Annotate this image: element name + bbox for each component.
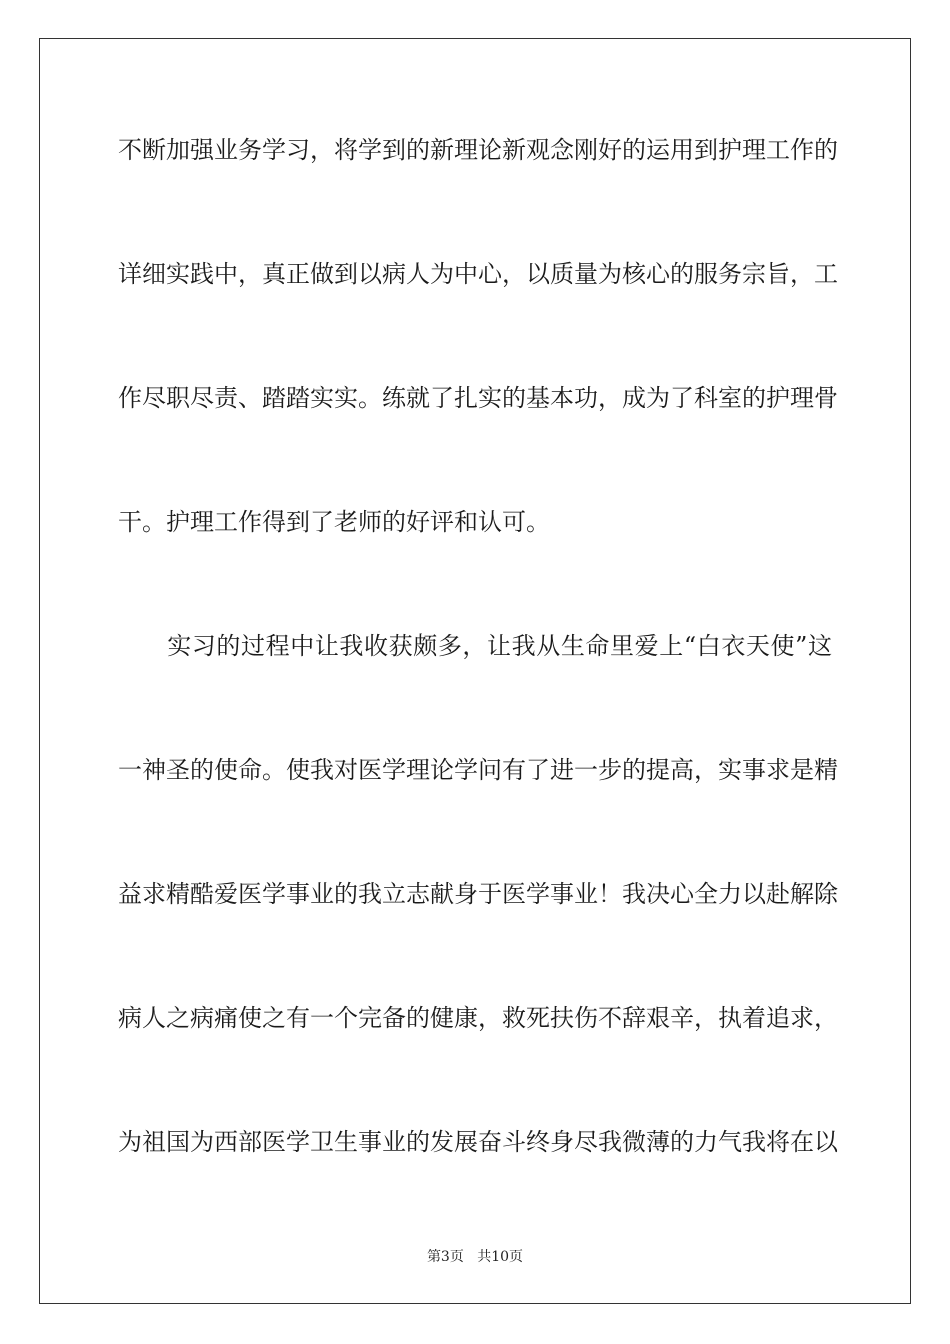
page-total: 共10页 xyxy=(477,1249,524,1265)
body-line-2: 详细实践中，真正做到以病人为中心，以质量为核心的服务宗旨，工 xyxy=(118,260,838,288)
body-line-6: 一神圣的使命。使我对医学理论学问有了进一步的提高，实事求是精 xyxy=(118,756,838,784)
body-line-8: 病人之病痛使之有一个完备的健康，救死扶伤不辞艰辛，执着追求， xyxy=(118,1004,838,1032)
page-border xyxy=(39,38,911,1304)
body-line-1: 不断加强业务学习，将学到的新理论新观念刚好的运用到护理工作的 xyxy=(118,136,838,164)
body-line-3: 作尽职尽责、踏踏实实。练就了扎实的基本功，成为了科室的护理骨 xyxy=(118,384,838,412)
body-line-7: 益求精酷爱医学事业的我立志献身于医学事业！我决心全力以赴解除 xyxy=(118,880,838,908)
page-footer xyxy=(0,1248,950,1266)
body-line-9: 为祖国为西部医学卫生事业的发展奋斗终身尽我微薄的力气我将在以 xyxy=(118,1128,838,1156)
body-line-5: 实习的过程中让我收获颇多，让我从生命里爱上“白衣天使”这 xyxy=(118,632,832,660)
page-number: 第3页 xyxy=(426,1249,464,1265)
body-line-4: 干。护理工作得到了老师的好评和认可。 xyxy=(118,508,550,536)
